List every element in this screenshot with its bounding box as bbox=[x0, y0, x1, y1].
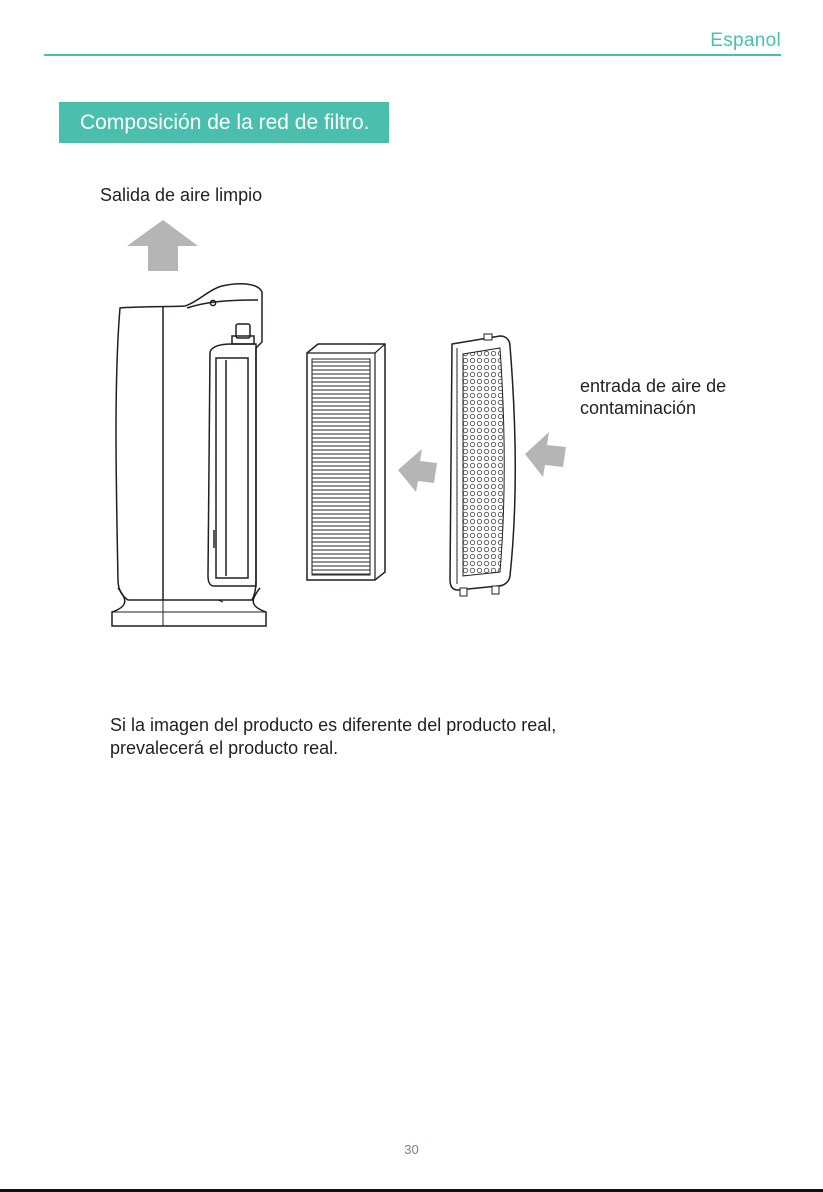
up-arrow-icon bbox=[127, 220, 198, 271]
outlet-label: Salida de aire limpio bbox=[100, 185, 263, 205]
left-arrow-icon bbox=[525, 432, 566, 477]
disclaimer-line1: Si la imagen del producto es diferente del producto real, bbox=[110, 715, 557, 735]
inlet-label-line2: contaminación bbox=[580, 398, 697, 418]
inlet-label-line1: entrada de aire de bbox=[580, 376, 727, 396]
language-label: Espanol bbox=[710, 30, 781, 51]
disclaimer-note bbox=[110, 714, 556, 760]
hepa-filter-illustration bbox=[307, 344, 385, 580]
disclaimer-line2: prevalecerá el producto real. bbox=[110, 738, 339, 758]
pre-filter-illustration bbox=[450, 334, 515, 596]
section-title: Composición de la red de filtro. bbox=[59, 102, 389, 143]
page-number: 30 bbox=[404, 1142, 419, 1157]
left-arrow-icon bbox=[398, 449, 437, 492]
air-purifier-illustration bbox=[112, 284, 266, 626]
